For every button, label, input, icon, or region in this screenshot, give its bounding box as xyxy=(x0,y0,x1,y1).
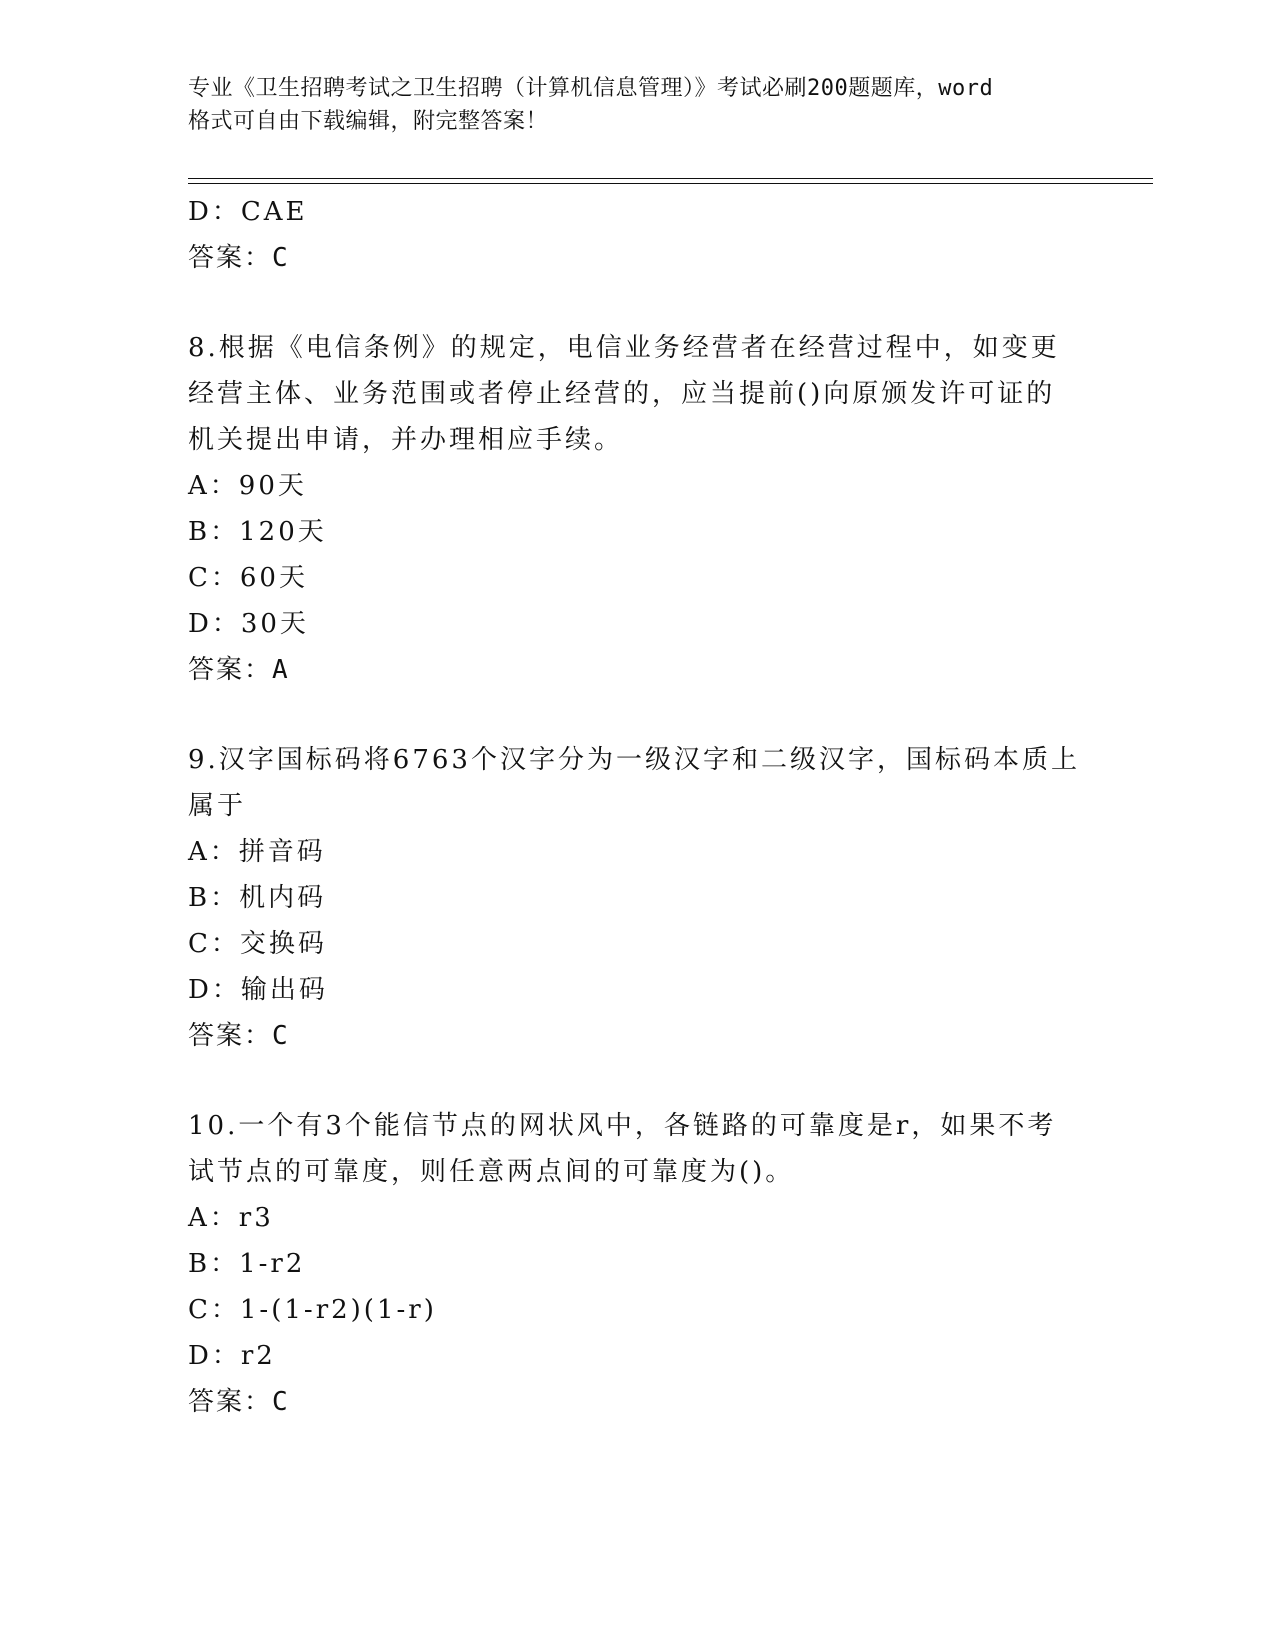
option-c: C：交换码 xyxy=(188,929,327,959)
option-d: D：输出码 xyxy=(188,975,328,1005)
option-b: B：1-r2 xyxy=(188,1249,306,1279)
question-stem-line: 9.汉字国标码将6763个汉字分为一级汉字和二级汉字，国标码本质上 xyxy=(188,745,1080,775)
question-stem-line: 经营主体、业务范围或者停止经营的，应当提前()向原颁发许可证的 xyxy=(188,379,1056,409)
question-stem-line: 试节点的可靠度，则任意两点间的可靠度为()。 xyxy=(188,1157,795,1187)
header-title-line-1: 专业《卫生招聘考试之卫生招聘（计算机信息管理）》考试必刷200题题库，word xyxy=(188,76,994,101)
option-a: A：拼音码 xyxy=(188,837,326,867)
option-a: A：90天 xyxy=(188,471,307,501)
question-stem xyxy=(188,737,1088,829)
header-divider-top xyxy=(188,178,1153,179)
question-stem-line: 10.一个有3个能信节点的网状风中，各链路的可靠度是r，如果不考 xyxy=(188,1111,1057,1141)
answer-line: 答案：A xyxy=(188,655,290,685)
option-c: C：60天 xyxy=(188,563,308,593)
spacer xyxy=(188,281,1088,325)
question-stem-line: 属于 xyxy=(188,791,247,821)
option-d: D：30天 xyxy=(188,609,309,639)
answer-line: 答案：C xyxy=(188,1387,290,1417)
document-header xyxy=(188,72,1088,138)
question-stem xyxy=(188,325,1088,463)
question-stem xyxy=(188,1103,1088,1195)
option-b: B：机内码 xyxy=(188,883,327,913)
header-title-line-2: 格式可自由下载编辑，附完整答案！ xyxy=(188,109,549,134)
question-8 xyxy=(188,325,1088,693)
option-d: D：CAE xyxy=(188,197,308,227)
question-10 xyxy=(188,1103,1088,1425)
header-divider-bottom xyxy=(188,183,1153,184)
question-9 xyxy=(188,737,1088,1059)
option-c: C：1-(1-r2)(1-r) xyxy=(188,1295,437,1325)
answer-line: 答案：C xyxy=(188,243,290,273)
spacer xyxy=(188,693,1088,737)
option-b: B：120天 xyxy=(188,517,327,547)
option-d: D：r2 xyxy=(188,1341,276,1371)
spacer xyxy=(188,1059,1088,1103)
question-stem-line: 8.根据《电信条例》的规定，电信业务经营者在经营过程中，如变更 xyxy=(188,333,1060,363)
option-a: A：r3 xyxy=(188,1203,274,1233)
question-stem-line: 机关提出申请，并办理相应手续。 xyxy=(188,425,624,455)
previous-question-tail xyxy=(188,189,1088,281)
answer-line: 答案：C xyxy=(188,1021,290,1051)
question-list xyxy=(188,189,1088,1425)
